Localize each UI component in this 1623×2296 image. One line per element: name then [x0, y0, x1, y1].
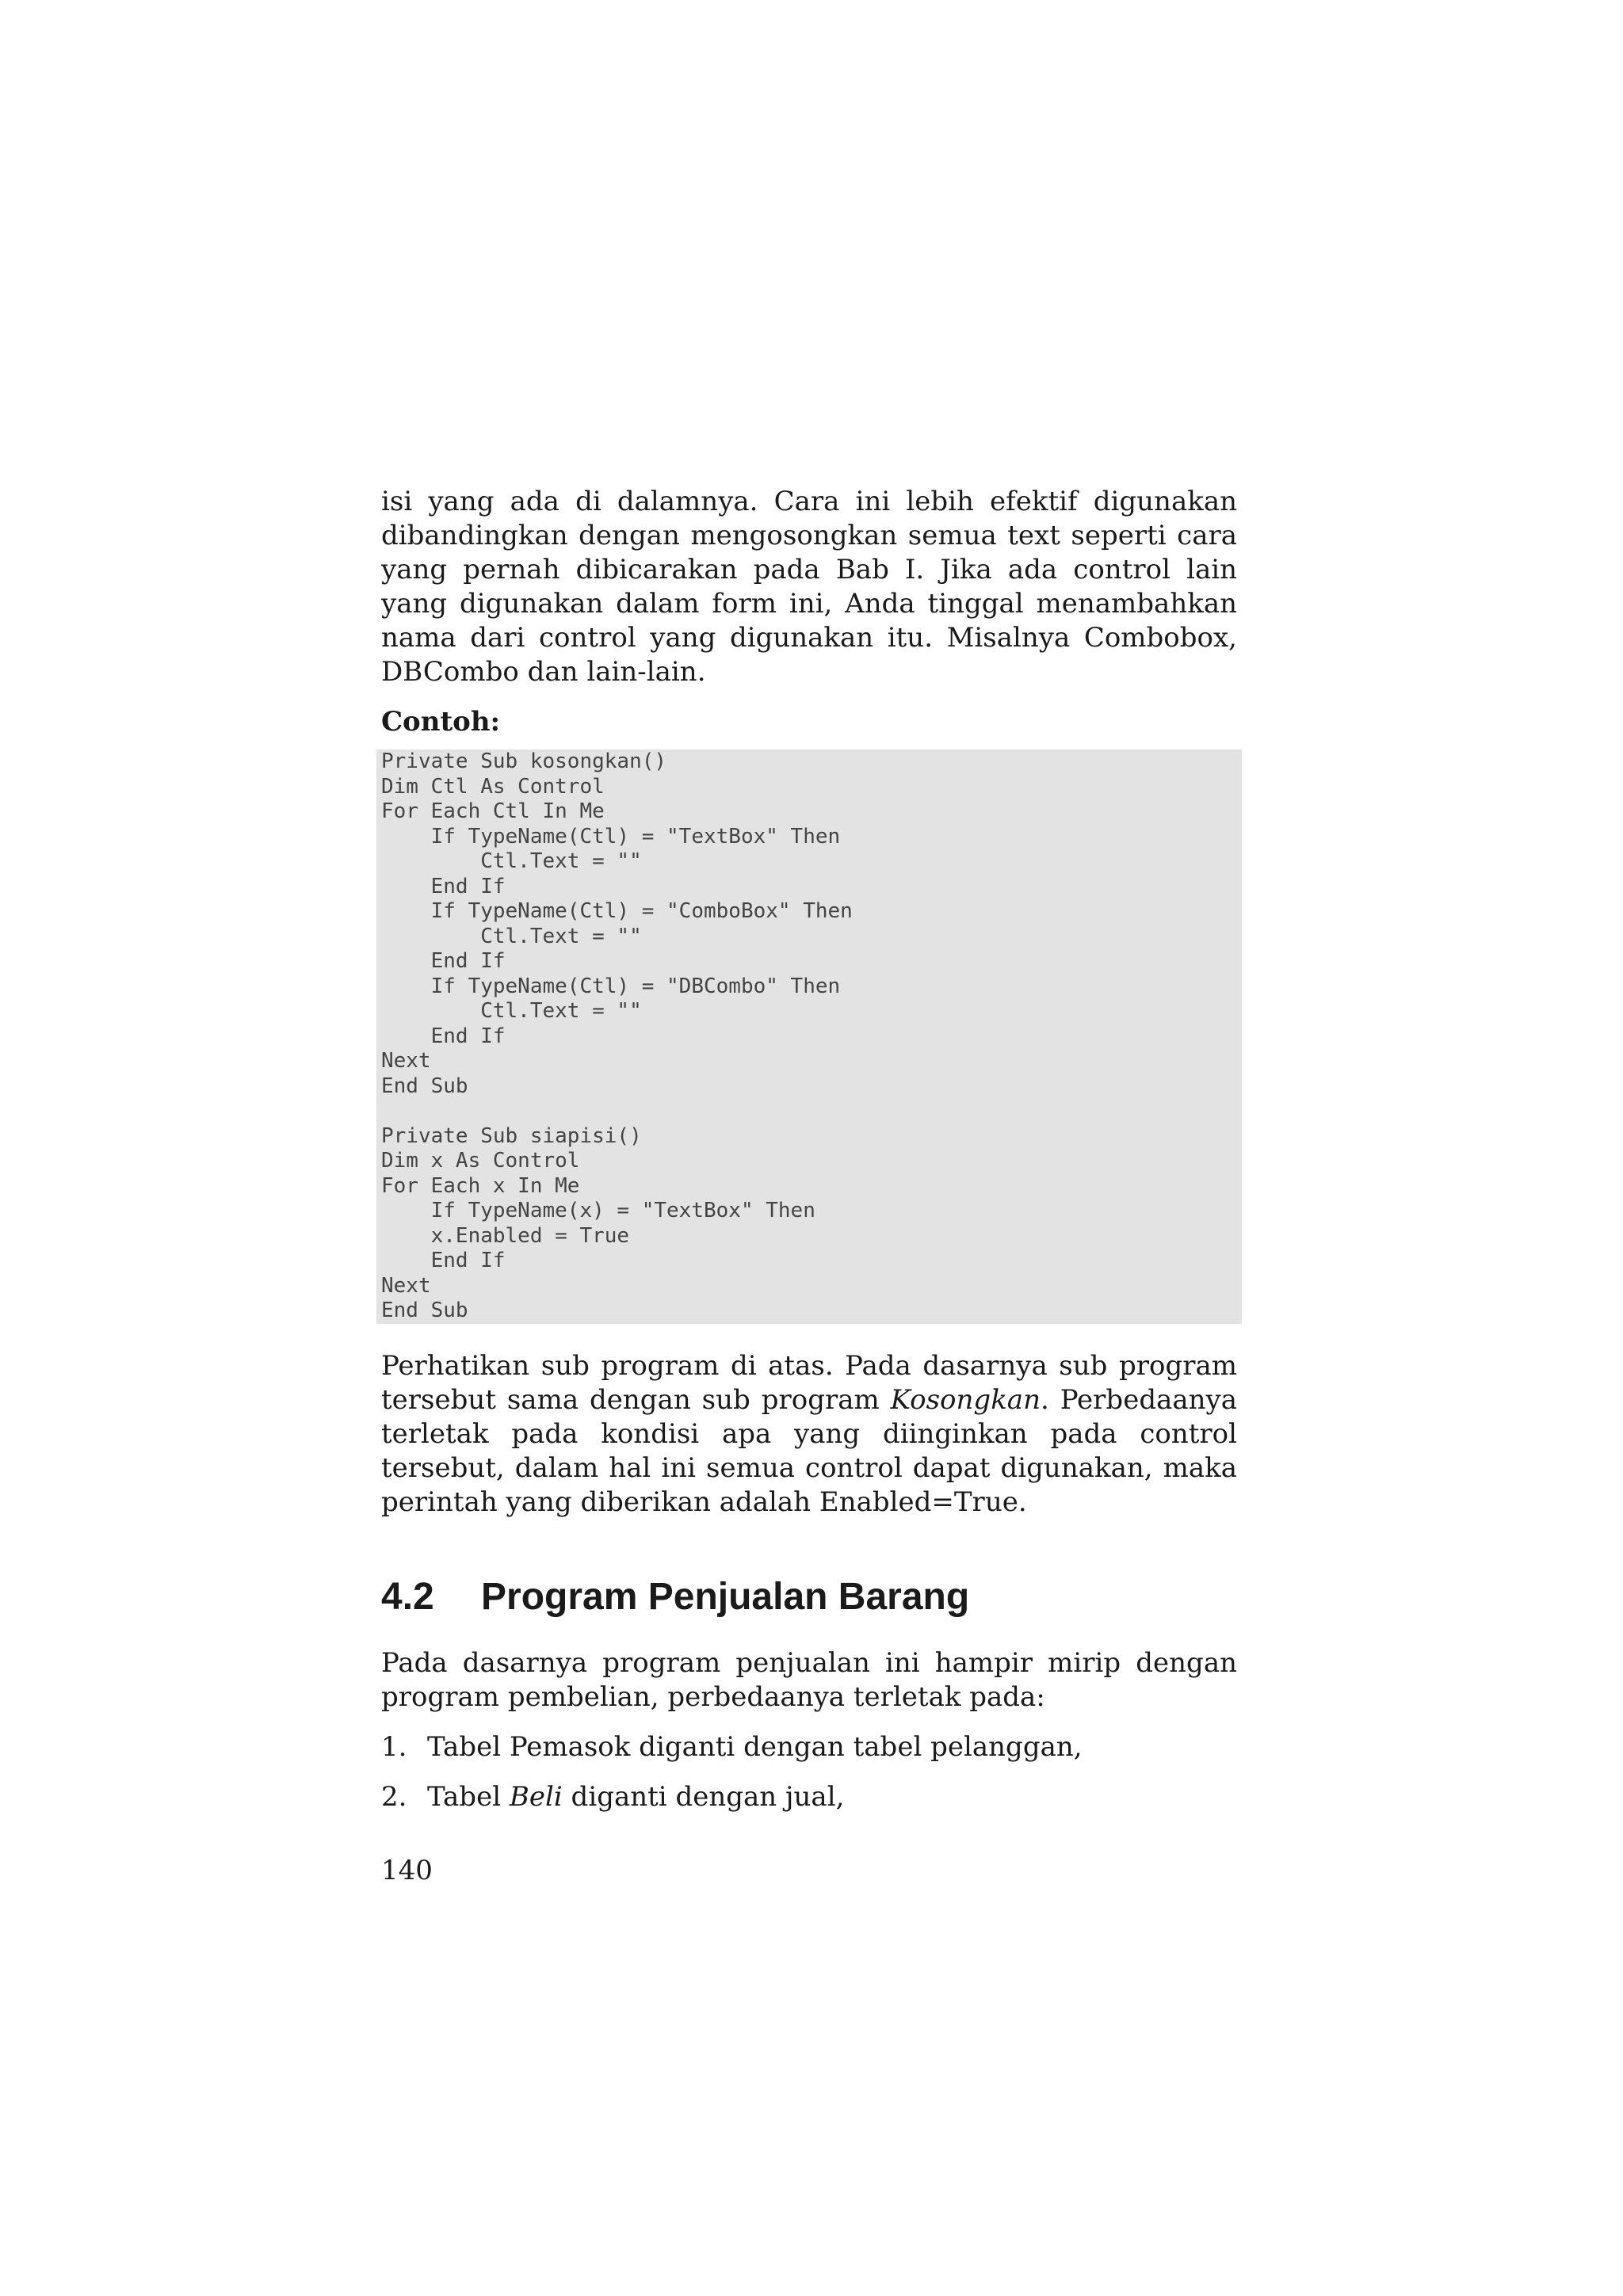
- code-line: Ctl.Text = "": [381, 849, 642, 873]
- code-block: [376, 749, 1242, 1324]
- code-line: If TypeName(Ctl) = "DBCombo" Then: [381, 974, 841, 998]
- code-line: Next: [381, 1273, 431, 1298]
- code-line: For Each x In Me: [381, 1173, 580, 1198]
- list-item-text-italic: Beli: [509, 1780, 563, 1813]
- list-item-text-after: diganti dengan jual,: [562, 1780, 845, 1813]
- code-line: Next: [381, 1049, 431, 1073]
- code-line: If TypeName(Ctl) = "ComboBox" Then: [381, 899, 853, 923]
- page-number: 140: [381, 1855, 433, 1886]
- code-line: End If: [381, 949, 506, 973]
- difference-list: [381, 1730, 1237, 1814]
- code-line: x.Enabled = True: [381, 1223, 630, 1248]
- section-intro: Pada dasarnya program penjualan ini hampir mirip dengan program pembelian, perbedaanya terletak pada:: [381, 1646, 1237, 1713]
- list-item-text-before: Tabel Pemasok diganti dengan tabel pelanggan,: [427, 1730, 1083, 1763]
- code-line: Dim Ctl As Control: [381, 774, 605, 799]
- code-line: Ctl.Text = "": [381, 924, 642, 948]
- code-line: Private Sub siapisi(): [381, 1123, 642, 1148]
- code-line: End Sub: [381, 1074, 468, 1098]
- paragraph-explanation: [381, 1349, 1237, 1520]
- code-line: End Sub: [381, 1299, 468, 1322]
- code-line: End If: [381, 1024, 506, 1048]
- code-line: End If: [381, 874, 506, 898]
- list-item: [381, 1730, 1237, 1764]
- code-line: For Each Ctl In Me: [381, 799, 605, 823]
- list-item-number: 1.: [381, 1730, 407, 1763]
- code-line: Dim x As Control: [381, 1149, 580, 1173]
- section-heading: [381, 1573, 1237, 1621]
- paragraph-explanation-italic: Kosongkan: [890, 1383, 1041, 1416]
- code-line: Ctl.Text = "": [381, 999, 642, 1023]
- section-number: 4.2: [381, 1575, 434, 1618]
- page-content: [381, 485, 1237, 1830]
- section-title: Program Penjualan Barang: [481, 1575, 970, 1618]
- list-item-text-before: Tabel: [427, 1780, 510, 1813]
- list-item: [381, 1780, 1237, 1814]
- code-line: If TypeName(Ctl) = "TextBox" Then: [381, 824, 841, 849]
- paragraph-intro: isi yang ada di dalamnya. Cara ini lebih efektif digunakan dibandingkan dengan mengosongkan semua text seperti cara yang pernah dibicarakan pada Bab I. Jika ada control lain yang digunakan dalam form ini, Anda tinggal menambahkan nama dari control yang digunakan itu. Misalnya Combobox, DBCombo dan lain-lain.: [381, 486, 1237, 688]
- list-item-number: 2.: [381, 1780, 407, 1813]
- code-line: Private Sub kosongkan(): [381, 749, 667, 773]
- list-item-text: [427, 1730, 1083, 1764]
- code-line: If TypeName(x) = "TextBox" Then: [381, 1199, 815, 1222]
- code-line: End If: [381, 1249, 506, 1272]
- paragraph-explanation-part2: . Perbedaanya terletak pada kondisi apa yang diinginkan pada control tersebut, dalam hal ini semua control dapat digunakan, maka perintah yang diberikan adalah Enabled=True.: [381, 1383, 1237, 1518]
- list-item-text: [427, 1780, 844, 1814]
- example-label: Contoh:: [381, 706, 501, 738]
- paragraph-explanation-part1: Perhatikan sub program di atas. Pada dasarnya sub program tersebut sama dengan sub program: [381, 1349, 1237, 1416]
- code-line: [381, 1099, 1237, 1124]
